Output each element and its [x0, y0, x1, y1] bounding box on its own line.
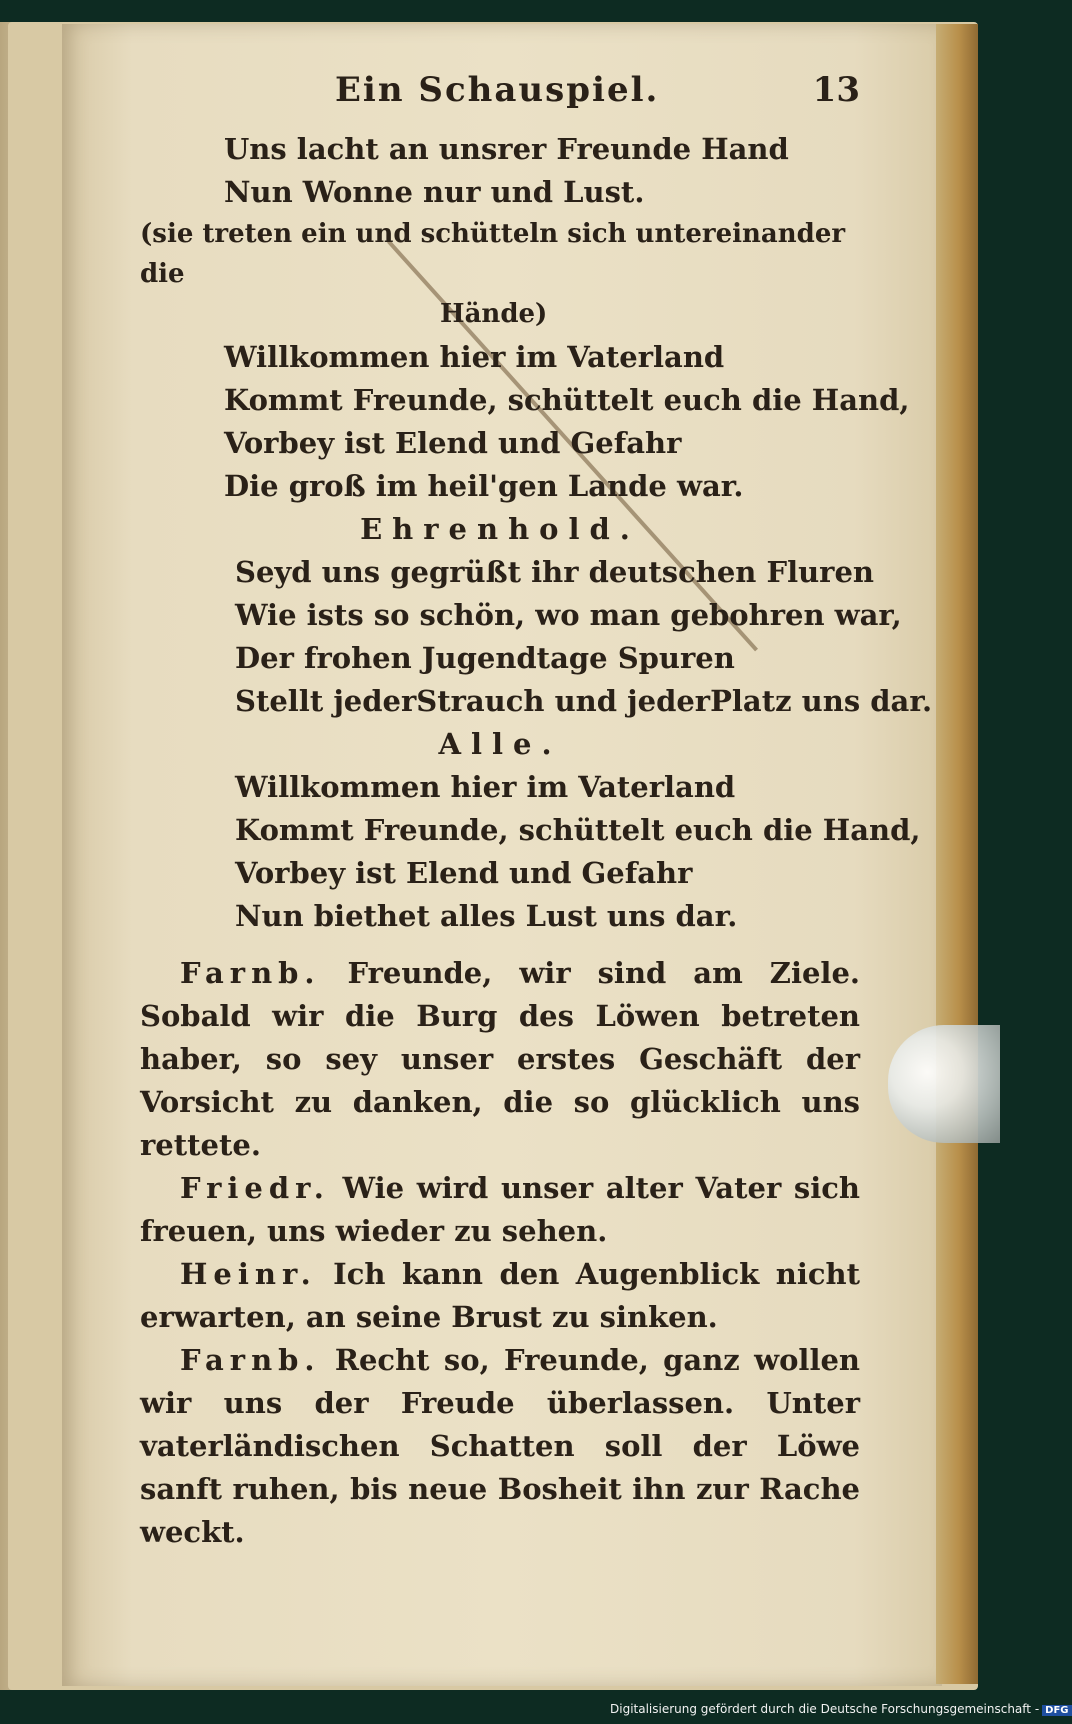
digitization-credit — [610, 1702, 1072, 1716]
verse-line: Der frohen Jugendtage Spuren — [235, 641, 735, 675]
dialogue-paragraph — [140, 1253, 860, 1339]
verse-line: Seyd uns gegrüßt ihr deutschen Fluren — [235, 555, 874, 589]
stage-direction-line: Hände) — [440, 299, 548, 329]
verse-block-3 — [140, 551, 933, 723]
verse-line: Wie ists so schön, wo man gebohren war, — [235, 598, 902, 632]
verse-line: Nun biethet alles Lust uns dar. — [235, 899, 738, 933]
verse-line: Willkommen hier im Vaterland — [235, 770, 736, 804]
verse-line: Vorbey ist Elend und Gefahr — [224, 426, 682, 460]
dialogue-text: Wie wird unser alter Vater sich freuen, uns wieder zu sehen. — [140, 1171, 860, 1248]
verse-block-1 — [140, 128, 860, 214]
speaker-heading: Ehrenhold. — [360, 512, 640, 546]
verse-line: Die groß im heil'gen Lande war. — [224, 469, 744, 503]
dfg-logo: DFG — [1042, 1705, 1071, 1716]
running-header — [140, 70, 860, 116]
speaker-heading: Alle. — [438, 727, 562, 761]
stage-direction-line: (sie treten ein und schütteln sich untereinander die — [140, 219, 846, 289]
speaker-name: Farnb. — [180, 956, 321, 990]
verse-line: Vorbey ist Elend und Gefahr — [235, 856, 693, 890]
dialogue-paragraph — [140, 952, 860, 1167]
speaker-name: Friedr. — [180, 1171, 330, 1205]
page-text — [140, 70, 933, 1554]
dialogue-paragraph — [140, 1167, 860, 1253]
verse-line: Kommt Freunde, schüttelt euch die Hand, — [235, 813, 921, 847]
dialogue-paragraph — [140, 1339, 860, 1554]
dialogue-text: Recht so, Freunde, ganz wollen wir uns der Freude überlassen. Unter vaterländischen Schatten soll der Löwe sanft ruhen, bis neue Bosheit ihn zur Rache weckt. — [140, 1343, 860, 1549]
running-title: Ein Schauspiel. — [335, 70, 660, 110]
verse-line: Nun Wonne nur und Lust. — [224, 175, 645, 209]
page-clip — [888, 1025, 1000, 1143]
verse-block-2 — [140, 336, 910, 508]
page-fore-edge — [936, 24, 978, 1684]
verse-line: Stellt jederStrauch und jederPlatz uns dar. — [235, 684, 933, 718]
dialogue-text: Freunde, wir sind am Ziele. Sobald wir die Burg des Löwen betreten haber, so sey unser erstes Geschäft der Vorsicht zu danken, die so glücklich uns rettete. — [140, 956, 860, 1162]
verse-block-4 — [140, 766, 921, 938]
page-number: 13 — [812, 70, 860, 110]
speaker-name: Heinr. — [180, 1257, 317, 1291]
speaker-name: Farnb. — [180, 1343, 321, 1377]
verse-line: Kommt Freunde, schüttelt euch die Hand, — [224, 383, 910, 417]
dialogue-text: Ich kann den Augenblick nicht erwarten, an seine Brust zu sinken. — [140, 1257, 860, 1334]
verse-line: Uns lacht an unsrer Freunde Hand — [224, 132, 789, 166]
verse-line: Willkommen hier im Vaterland — [224, 340, 725, 374]
prose-dialogue — [140, 952, 860, 1554]
credit-text: Digitalisierung gefördert durch die Deutsche Forschungsgemeinschaft - — [610, 1702, 1040, 1716]
